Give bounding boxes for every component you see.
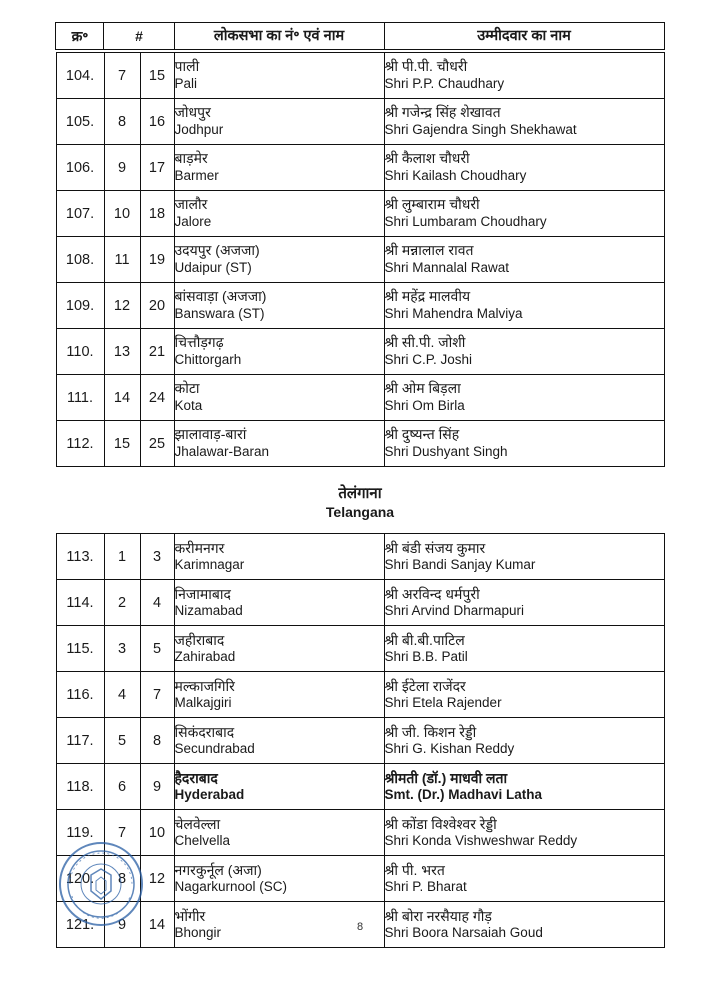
- row-serial: 115.: [56, 626, 104, 672]
- row-candidate: [384, 421, 664, 467]
- row-state-index: 1: [104, 534, 140, 580]
- row-constituency-number: 21: [140, 329, 174, 375]
- candidate-english: Shri P.P. Chaudhary: [384, 75, 505, 91]
- row-constituency-number: 16: [140, 99, 174, 145]
- constituency-hindi: करीमनगर: [174, 539, 225, 556]
- candidate-english: Shri Lumbaram Choudhary: [384, 213, 547, 229]
- constituency-hindi: जहीराबाद: [174, 631, 225, 648]
- row-constituency-number: 4: [140, 580, 174, 626]
- constituency-english: Secundrabad: [174, 741, 255, 757]
- row-serial: 110.: [56, 329, 104, 375]
- table-row: [56, 53, 664, 99]
- row-constituency-number: 15: [140, 53, 174, 99]
- constituency-english: Chittorgarh: [174, 351, 242, 367]
- row-constituency: [174, 718, 384, 764]
- constituency-hindi: बाड़मेर: [174, 150, 208, 167]
- constituency-hindi: पाली: [174, 58, 200, 75]
- row-constituency: [174, 764, 384, 810]
- table-row: [56, 283, 664, 329]
- constituency-hindi: निजामाबाद: [174, 585, 231, 602]
- candidate-english: Shri Etela Rajender: [384, 695, 502, 711]
- row-serial: 119.: [56, 810, 104, 856]
- constituency-hindi: भोंगीर: [174, 907, 206, 924]
- table-header-block: [55, 22, 664, 50]
- row-state-index: 12: [104, 283, 140, 329]
- candidate-hindi: श्री मन्नालाल रावत: [384, 242, 474, 259]
- row-candidate: [384, 329, 664, 375]
- constituency-hindi: जालौर: [174, 196, 208, 213]
- row-state-index: 9: [104, 145, 140, 191]
- row-candidate: [384, 145, 664, 191]
- candidate-english: Shri Arvind Dharmapuri: [384, 603, 525, 619]
- row-constituency: [174, 329, 384, 375]
- row-state-index: 7: [104, 53, 140, 99]
- candidate-hindi: श्री गजेन्द्र सिंह शेखावत: [384, 104, 501, 121]
- table-rajasthan: [56, 52, 665, 467]
- candidate-english: Shri Bandi Sanjay Kumar: [384, 557, 536, 573]
- row-constituency-number: 25: [140, 421, 174, 467]
- candidate-english: Smt. (Dr.) Madhavi Latha: [384, 787, 543, 803]
- row-constituency-number: 3: [140, 534, 174, 580]
- table-row: [56, 421, 664, 467]
- table-row: [56, 764, 664, 810]
- constituency-english: Jhalawar-Baran: [174, 443, 270, 459]
- constituency-english: Bhongir: [174, 925, 222, 941]
- candidate-hindi: श्री अरविन्द धर्मपुरी: [384, 585, 480, 602]
- candidate-english: Shri P. Bharat: [384, 879, 467, 895]
- row-serial: 121.: [56, 902, 104, 948]
- constituency-hindi: मल्काजगिरि: [174, 677, 235, 694]
- constituency-english: Zahirabad: [174, 649, 236, 665]
- section-title-telangana: [28, 485, 692, 521]
- candidate-hindi: श्री लुम्बाराम चौधरी: [384, 196, 480, 213]
- candidate-hindi: श्री पी. भरत: [384, 861, 445, 878]
- row-serial: 113.: [56, 534, 104, 580]
- row-state-index: 14: [104, 375, 140, 421]
- table-row: [56, 329, 664, 375]
- candidate-english: Shri Kailash Choudhary: [384, 167, 527, 183]
- candidate-hindi: श्री ईटेला राजेंदर: [384, 677, 466, 694]
- row-constituency: [174, 580, 384, 626]
- row-serial: 109.: [56, 283, 104, 329]
- constituency-english: Jodhpur: [174, 121, 224, 137]
- row-serial: 118.: [56, 764, 104, 810]
- row-constituency: [174, 145, 384, 191]
- candidate-hindi: श्री सी.पी. जोशी: [384, 334, 466, 351]
- row-serial: 106.: [56, 145, 104, 191]
- row-state-index: 4: [104, 672, 140, 718]
- constituency-english: Jalore: [174, 213, 212, 229]
- row-constituency-number: 20: [140, 283, 174, 329]
- row-state-index: 8: [104, 856, 140, 902]
- candidate-english: Shri Mahendra Malviya: [384, 305, 523, 321]
- row-constituency: [174, 672, 384, 718]
- row-serial: 112.: [56, 421, 104, 467]
- constituency-hindi: झालावाड़-बारां: [174, 426, 247, 443]
- constituency-english: Udaipur (ST): [174, 259, 252, 275]
- table-row: [56, 626, 664, 672]
- row-constituency-number: 24: [140, 375, 174, 421]
- row-constituency-number: 18: [140, 191, 174, 237]
- candidate-english: Shri Om Birla: [384, 397, 465, 413]
- row-constituency: [174, 53, 384, 99]
- candidate-hindi: श्री पी.पी. चौधरी: [384, 58, 468, 75]
- row-constituency: [174, 810, 384, 856]
- row-state-index: 7: [104, 810, 140, 856]
- candidate-english: Shri Gajendra Singh Shekhawat: [384, 121, 577, 137]
- row-constituency-number: 12: [140, 856, 174, 902]
- row-state-index: 13: [104, 329, 140, 375]
- table-row: [56, 237, 664, 283]
- row-candidate: [384, 718, 664, 764]
- row-constituency: [174, 856, 384, 902]
- row-candidate: [384, 534, 664, 580]
- row-constituency: [174, 99, 384, 145]
- row-state-index: 9: [104, 902, 140, 948]
- row-state-index: 2: [104, 580, 140, 626]
- constituency-hindi: कोटा: [174, 380, 200, 397]
- row-serial: 114.: [56, 580, 104, 626]
- constituency-hindi: बांसवाड़ा (अजजा): [174, 288, 267, 305]
- candidate-hindi: श्री कोंडा विश्वेश्वर रेड्डी: [384, 815, 497, 832]
- row-candidate: [384, 237, 664, 283]
- row-constituency-number: 7: [140, 672, 174, 718]
- candidate-hindi: श्री महेंद्र मालवीय: [384, 288, 471, 305]
- candidate-english: Shri Mannalal Rawat: [384, 259, 510, 275]
- table-row: [56, 99, 664, 145]
- table-row: [56, 810, 664, 856]
- row-candidate: [384, 580, 664, 626]
- row-candidate: [384, 672, 664, 718]
- row-state-index: 3: [104, 626, 140, 672]
- constituency-english: Hyderabad: [174, 787, 245, 803]
- candidate-english: Shri Dushyant Singh: [384, 443, 508, 459]
- table-row: [56, 672, 664, 718]
- row-constituency-number: 5: [140, 626, 174, 672]
- row-state-index: 11: [104, 237, 140, 283]
- constituency-english: Barmer: [174, 167, 219, 183]
- row-constituency: [174, 191, 384, 237]
- header-constituency: लोकसभा का नं॰ एवं नाम: [174, 23, 384, 50]
- row-constituency: [174, 534, 384, 580]
- row-state-index: 10: [104, 191, 140, 237]
- row-constituency-number: 9: [140, 764, 174, 810]
- candidate-hindi: श्री दुष्यन्त सिंह: [384, 426, 460, 443]
- row-serial: 116.: [56, 672, 104, 718]
- constituency-hindi: हैदराबाद: [174, 769, 218, 786]
- row-constituency: [174, 283, 384, 329]
- row-candidate: [384, 99, 664, 145]
- constituency-hindi: उदयपुर (अजजा): [174, 242, 260, 259]
- row-candidate: [384, 764, 664, 810]
- row-serial: 108.: [56, 237, 104, 283]
- row-constituency: [174, 421, 384, 467]
- candidate-english: Shri B.B. Patil: [384, 649, 468, 665]
- candidate-hindi: श्रीमती (डॉ.) माधवी लता: [384, 769, 508, 786]
- constituency-english: Karimnagar: [174, 557, 245, 573]
- row-state-index: 5: [104, 718, 140, 764]
- row-constituency-number: 14: [140, 902, 174, 948]
- table-header-row: [56, 23, 664, 50]
- row-constituency-number: 8: [140, 718, 174, 764]
- section-title-english: Telangana: [325, 503, 395, 520]
- header-candidate: उम्मीदवार का नाम: [384, 23, 664, 50]
- candidate-english: Shri Konda Vishweshwar Reddy: [384, 833, 578, 849]
- row-serial: 104.: [56, 53, 104, 99]
- row-state-index: 8: [104, 99, 140, 145]
- candidate-hindi: श्री कैलाश चौधरी: [384, 150, 470, 167]
- page-number: 8: [356, 921, 364, 933]
- row-state-index: 6: [104, 764, 140, 810]
- row-serial: 107.: [56, 191, 104, 237]
- constituency-english: Chelvella: [174, 833, 231, 849]
- constituency-hindi: नगरकुर्नूल (अजा): [174, 861, 262, 878]
- constituency-hindi: चेलवेल्ला: [174, 815, 221, 832]
- section-title-hindi: तेलंगाना: [338, 485, 382, 502]
- candidate-hindi: श्री बी.बी.पाटिल: [384, 631, 465, 648]
- row-candidate: [384, 810, 664, 856]
- candidate-hindi: श्री ओम बिड़ला: [384, 380, 461, 397]
- table-row: [56, 191, 664, 237]
- row-serial: 111.: [56, 375, 104, 421]
- constituency-hindi: जोधपुर: [174, 104, 211, 121]
- constituency-english: Pali: [174, 75, 198, 91]
- row-candidate: [384, 626, 664, 672]
- table-row: [56, 534, 664, 580]
- row-constituency: [174, 237, 384, 283]
- row-candidate: [384, 53, 664, 99]
- candidate-english: Shri C.P. Joshi: [384, 351, 473, 367]
- row-candidate: [384, 856, 664, 902]
- row-serial: 120.: [56, 856, 104, 902]
- header-hash: #: [104, 23, 174, 50]
- table-row: [56, 580, 664, 626]
- candidate-hindi: श्री बंडी संजय कुमार: [384, 539, 486, 556]
- header-serial: क्र॰: [56, 23, 104, 50]
- constituency-english: Banswara (ST): [174, 305, 265, 321]
- row-constituency: [174, 375, 384, 421]
- table-row: [56, 145, 664, 191]
- row-candidate: [384, 375, 664, 421]
- constituency-english: Nizamabad: [174, 603, 243, 619]
- row-candidate: [384, 283, 664, 329]
- candidate-hindi: श्री जी. किशन रेड्डी: [384, 723, 477, 740]
- constituency-english: Malkajgiri: [174, 695, 232, 711]
- row-serial: 105.: [56, 99, 104, 145]
- constituency-hindi: चित्तौड़गढ़: [174, 334, 224, 351]
- table-row: [56, 856, 664, 902]
- constituency-english: Nagarkurnool (SC): [174, 879, 288, 895]
- row-serial: 117.: [56, 718, 104, 764]
- table-row: [56, 375, 664, 421]
- row-constituency: [174, 626, 384, 672]
- row-candidate: [384, 191, 664, 237]
- row-constituency-number: 17: [140, 145, 174, 191]
- row-constituency-number: 10: [140, 810, 174, 856]
- row-state-index: 15: [104, 421, 140, 467]
- table-row: [56, 718, 664, 764]
- candidate-english: Shri G. Kishan Reddy: [384, 741, 515, 757]
- row-constituency-number: 19: [140, 237, 174, 283]
- constituency-english: Kota: [174, 397, 203, 413]
- table-telangana: [56, 533, 665, 948]
- candidate-english: Shri Boora Narsaiah Goud: [384, 925, 543, 941]
- constituency-hindi: सिकंदराबाद: [174, 723, 235, 740]
- candidate-hindi: श्री बोरा नरसैयाह गौड़: [384, 907, 492, 924]
